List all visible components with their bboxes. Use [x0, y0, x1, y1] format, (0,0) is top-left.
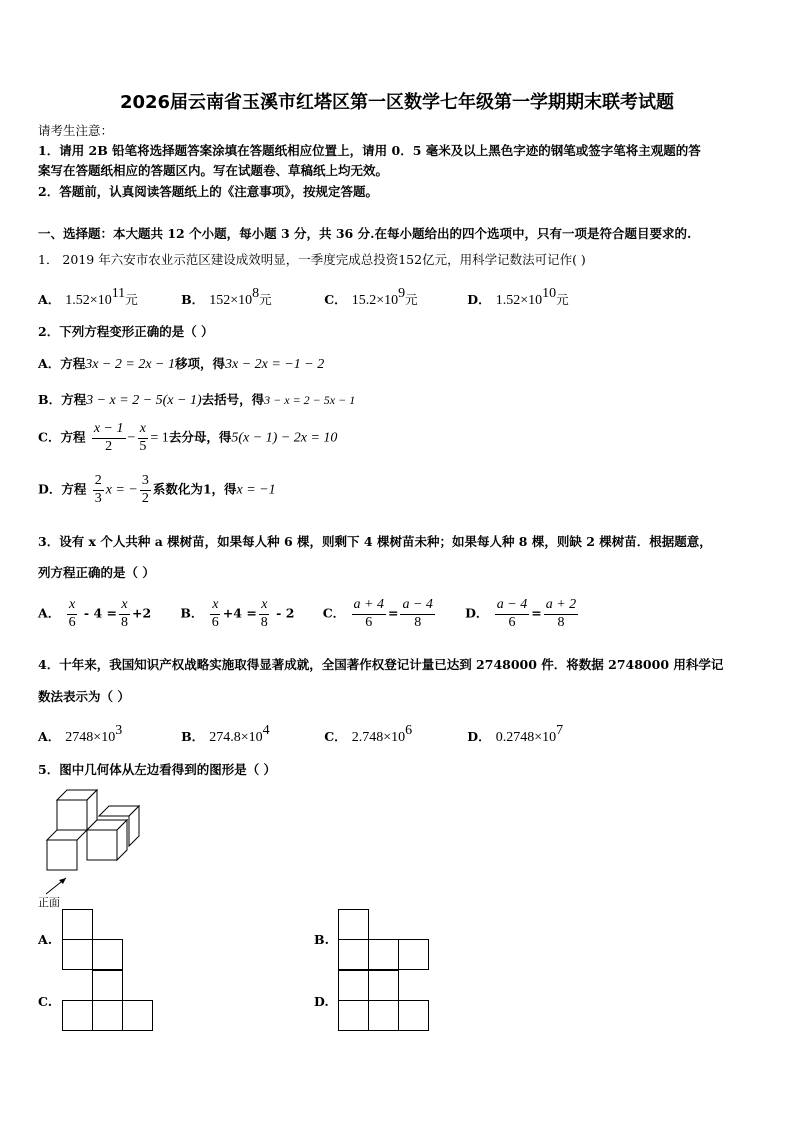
notice-item-1: 1．请用 2B 铅笔将选择题答案涂填在答题纸相应位置上，请用 0．5 毫米及以上黑色字迹的钢笔或签字笔将主观题的答: [38, 143, 701, 158]
q5-option-c-figure[interactable]: [62, 970, 154, 1032]
q2-option-c[interactable]: C．方程 $\frac{x - 1}{2}$ − $\frac{x}{5}$ = 1去分母，得5(x − 1) − 2x = 10: [38, 421, 338, 454]
q5-option-b-label[interactable]: B.: [314, 932, 329, 947]
fraction: $\frac{x - 1}{2}$: [93, 421, 124, 454]
q1-option-d[interactable]: D． $1.52\times 10^{10}$元: [467, 286, 569, 308]
question-3-stem-cont: 列方程正确的是（ ）: [38, 565, 155, 580]
section-heading: 一、选择题：本大题共 12 个小题，每小题 3 分，共 36 分.在每小题给出的四个选项中，只有一项是符合题目要求的.: [38, 226, 692, 241]
question-1-options: [38, 286, 569, 309]
page-title: 2026届云南省玉溪市红塔区第一区数学七年级第一学期期末联考试题: [119, 92, 675, 113]
question-3-stem: 3．设有 x 个人共种 a 棵树苗，如果每人种 6 棵，则剩下 4 棵树苗未种；如果每人种 8 棵，则缺 2 棵树苗．根据题意，: [38, 534, 712, 549]
q3-option-d[interactable]: D． $\frac{a - 4}{6}$ = $\frac{a + 2}{8}$: [465, 597, 577, 630]
q2-option-a[interactable]: A．方程3x − 2 = 2x − 1移项，得3x − 2x = −1 − 2: [38, 356, 325, 372]
q4-option-c[interactable]: C． $2.748\times 10^6$: [324, 723, 413, 745]
q4-option-b[interactable]: B． $274.8\times 10^4$: [181, 723, 270, 745]
q2-option-b[interactable]: B．方程3 − x = 2 − 5(x − 1)去括号，得3 − x = 2 − 5x − 1: [38, 392, 356, 408]
fraction: $\frac{3}{2}$: [141, 473, 149, 506]
q1-option-c[interactable]: C． $15.2\times 10^9$元: [324, 286, 418, 308]
q5-option-d-label[interactable]: D.: [314, 994, 329, 1009]
q5-option-a-label[interactable]: A.: [38, 932, 53, 947]
fraction: $\frac{2}{3}$: [94, 473, 102, 506]
cube-solid-figure: [40, 784, 150, 884]
q3-option-c[interactable]: C． $\frac{a + 4}{6}$ = $\frac{a - 4}{8}$: [322, 597, 433, 630]
q3-option-b[interactable]: B． $\frac{x}{6}$ +4 = $\frac{x}{8}$ - 2: [180, 597, 295, 630]
notice-item-1-cont: 案写在答题纸相应的答题区内。写在试题卷、草稿纸上均无效。: [38, 163, 389, 178]
q4-option-a[interactable]: A． $2748\times 10^3$: [38, 723, 123, 745]
question-4-stem: 4．十年来，我国知识产权战略实施取得显著成就，全国著作权登记计量已达到 2748000 件．将数据 2748000 用科学记: [38, 657, 724, 672]
q4-option-d[interactable]: D． $0.2748\times 10^7$: [467, 723, 564, 745]
fraction: $\frac{x}{5}$: [139, 421, 147, 454]
q1-option-a[interactable]: A． $1.52\times 10^{11}$元: [38, 286, 138, 308]
q5-option-c-label[interactable]: C.: [38, 994, 53, 1009]
q1-option-b[interactable]: B． $152\times 10^8$元: [181, 286, 272, 308]
q3-option-a[interactable]: A． $\frac{x}{6}$ - 4 = $\frac{x}{8}$ +2: [38, 597, 152, 630]
q2-option-d[interactable]: D．方程 $\frac{2}{3}$ x = − $\frac{3}{2}$ 系数化为1，得x = −1: [38, 473, 276, 506]
question-5-stem: 5．图中几何体从左边看得到的图形是（ ）: [38, 762, 277, 777]
q5-option-a-figure[interactable]: [62, 909, 124, 971]
question-4-stem-cont: 数法表示为（ ）: [38, 689, 130, 704]
question-4-options: [38, 723, 563, 746]
question-3-options: [38, 598, 580, 630]
question-1-stem: 1． 2019 年六安市农业示范区建设成效明显，一季度完成总投资152亿元，用科学记数法可记作( ): [38, 252, 586, 267]
front-label: 正面: [38, 896, 60, 909]
q5-option-d-figure[interactable]: [338, 970, 430, 1032]
q5-option-b-figure[interactable]: [338, 909, 430, 971]
notice-item-2: 2．答题前，认真阅读答题纸上的《注意事项》，按规定答题。: [38, 184, 378, 199]
question-2-stem: 2．下列方程变形正确的是（ ）: [38, 324, 214, 339]
notice-heading: 请考生注意：: [38, 123, 114, 138]
